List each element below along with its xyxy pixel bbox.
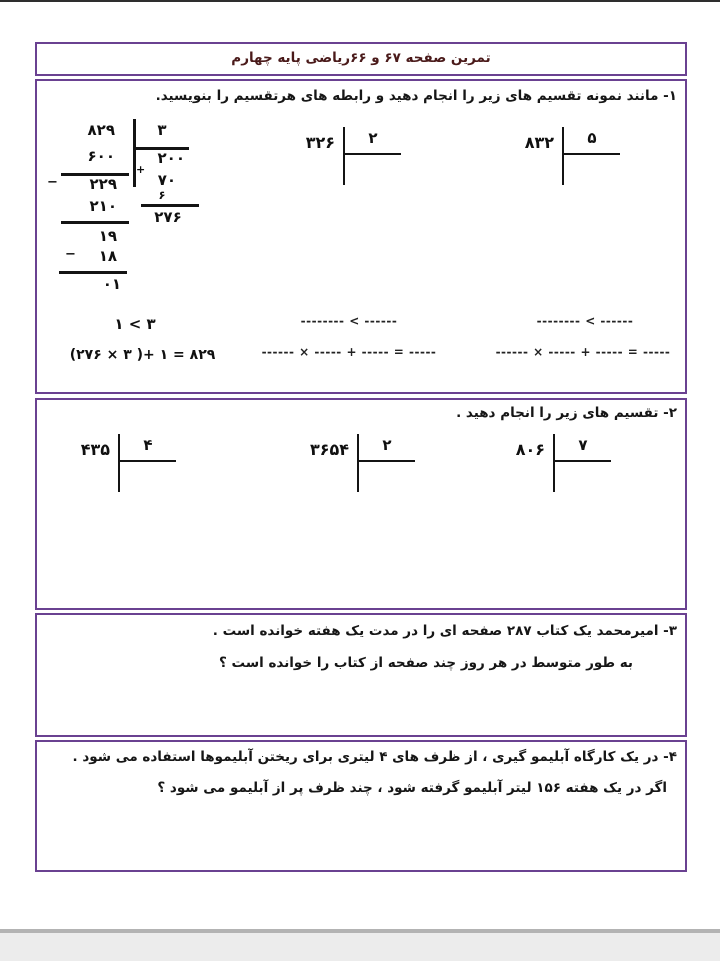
section2-box <box>35 398 687 610</box>
division-corner <box>118 434 176 492</box>
example-quotient-sum-line <box>141 204 199 207</box>
section4-box <box>35 740 687 872</box>
example-subtract2: ۲۱۰ <box>89 197 117 215</box>
example-relation-check: ۱ < ۳ <box>114 315 156 333</box>
divisor: ۴ <box>120 437 176 462</box>
divisor: ۷ <box>555 437 611 462</box>
blank-relation1-formula: ------ × ----- + ----- = ----- <box>261 345 437 359</box>
dividend: ۳۶۵۴ <box>309 440 349 459</box>
example-subtract3: ۱۸ <box>98 247 117 265</box>
divisor: ۵ <box>564 130 620 155</box>
example-subtraction-line3 <box>59 271 127 274</box>
page-top-edge-line <box>0 0 720 2</box>
division-corner <box>553 434 611 492</box>
division-problem-435-4 <box>58 434 176 492</box>
example-final-remainder: ۰۱ <box>102 275 121 293</box>
dividend: ۴۳۵ <box>80 440 110 459</box>
section4-line1: ۴- در یک کارگاه آبلیمو گیری ، از ظرف های ۴ لیتری برای ریختن آبلیموها استفاده می شود . <box>72 749 677 765</box>
blank-relation2-compare: -------- < ------ <box>536 314 634 328</box>
division-problem-3654-2 <box>297 434 415 492</box>
example-subtract1: ۶۰۰ <box>87 147 115 165</box>
example-minus-sign1: − <box>47 175 58 190</box>
section1-heading: ۱- مانند نمونه تقسیم های زیر را انجام دهید و رابطه های هرتقسیم را بنویسید. <box>155 88 677 104</box>
example-quotient: ۲۷۶ <box>154 208 182 226</box>
worksheet-title: تمرین صفحه ۶۷ و ۶۶ریاضی پایه چهارم <box>231 50 491 66</box>
example-dividend: ۸۲۹ <box>87 121 115 139</box>
section4-line2: اگر در یک هفته ۱۵۶ لیتر آبلیمو گرفته شود ، چند ظرف پر از آبلیمو می شود ؟ <box>157 780 667 796</box>
divisor: ۲ <box>345 130 401 155</box>
example-remainder2: ۱۹ <box>98 227 117 245</box>
division-corner <box>357 434 415 492</box>
example-remainder1: ۲۲۹ <box>89 175 117 193</box>
dividend: ۳۲۶ <box>305 133 335 152</box>
division-corner <box>562 127 620 185</box>
division-corner <box>343 127 401 185</box>
example-minus-sign2: − <box>65 247 76 262</box>
example-divisor: ۳ <box>157 121 167 139</box>
section1-box <box>35 79 687 394</box>
section3-line1: ۳- امیرمحمد یک کتاب ۲۸۷ صفحه ای را در مدت یک هفته خوانده است . <box>212 623 677 639</box>
section2-heading: ۲- تقسیم های زیر را انجام دهید . <box>456 405 677 421</box>
blank-relation2-formula: ------ × ----- + ----- = ----- <box>495 345 671 359</box>
example-subtraction-line2 <box>61 221 129 224</box>
division-problem-832-5 <box>502 127 620 185</box>
division-problem-806-7 <box>493 434 611 492</box>
background-below-page <box>0 933 720 961</box>
divisor: ۲ <box>359 437 415 462</box>
example-quotient-part3: ۶ <box>158 188 166 202</box>
division-problem-326-2 <box>283 127 401 185</box>
dividend: ۸۰۶ <box>515 440 545 459</box>
section3-line2: به طور متوسط در هر روز چند صفحه از کتاب را خوانده است ؟ <box>219 655 633 671</box>
section3-box <box>35 613 687 737</box>
title-box <box>35 42 687 76</box>
example-relation-formula: (۲۷۶ × ۳ )+ ۱ = ۸۲۹ <box>69 347 216 363</box>
worked-example <box>39 119 254 299</box>
example-quotient-part2: ۷۰ <box>157 171 176 189</box>
example-plus-sign: + <box>136 163 146 176</box>
example-quotient-part1: ۲۰۰ <box>157 149 185 167</box>
dividend: ۸۳۲ <box>524 133 554 152</box>
blank-relation1-compare: -------- < ------ <box>300 314 398 328</box>
